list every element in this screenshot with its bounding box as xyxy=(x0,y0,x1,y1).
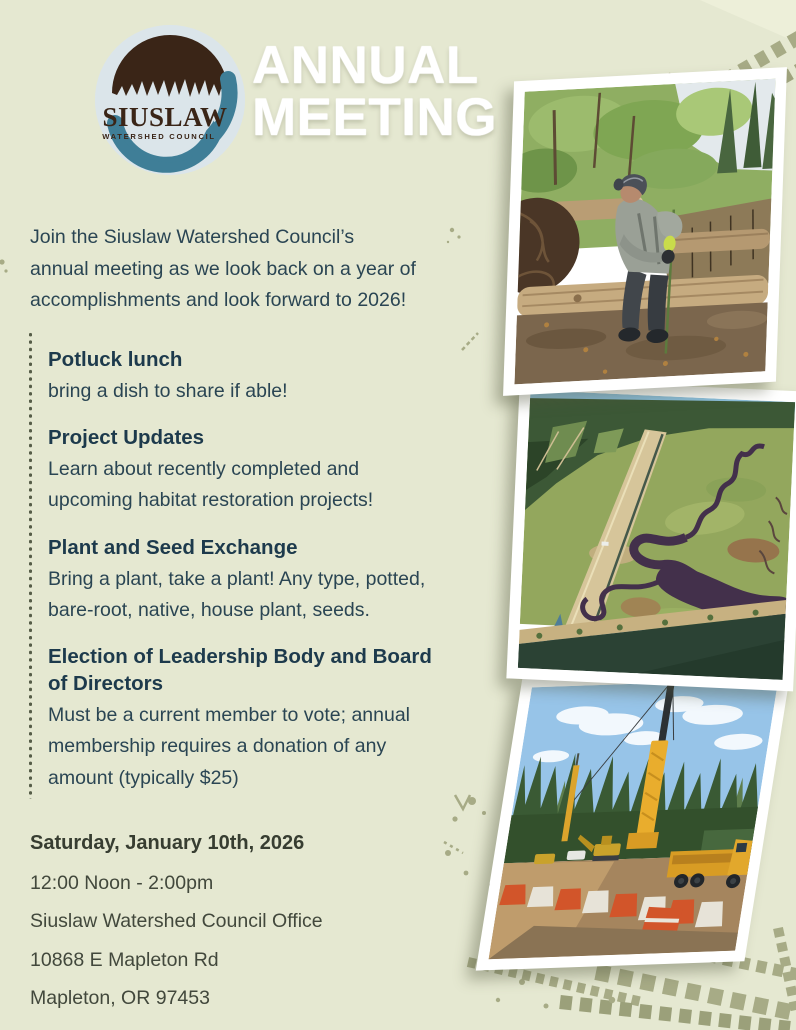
agenda-item-election xyxy=(48,643,498,794)
agenda-heading: Potluck lunch xyxy=(48,348,183,371)
logo-name: SIUSLAW xyxy=(102,102,228,132)
agenda-body: Learn about recently completed and upcoming habitat restoration projects! xyxy=(48,458,374,512)
dotted-divider-line xyxy=(28,331,33,799)
agenda-heading: Election of Leadership Body and Board of Directors xyxy=(48,645,432,696)
agenda-item-potluck xyxy=(48,346,498,407)
event-date: Saturday, January 10th, 2026 xyxy=(30,832,305,854)
logo-subtitle: WATERSHED COUNCIL xyxy=(102,132,216,141)
intro-paragraph: Join the Siuslaw Watershed Council’s annual meeting as we look back on a year of accomplishments and look forward to 2026! xyxy=(30,226,416,312)
agenda-list xyxy=(48,346,498,811)
title-line-meeting: MEETING xyxy=(252,88,497,148)
event-address: 10868 E Mapleton Rd xyxy=(30,948,219,971)
volunteer-planting-seedling-photo xyxy=(503,67,787,396)
event-details xyxy=(30,832,323,1026)
siuslaw-watershed-council-logo xyxy=(95,25,245,175)
agenda-body: Bring a plant, take a plant! Any type, potted, bare-root, native, house plant, seeds. xyxy=(48,567,426,621)
event-city-state-zip: Mapleton, OR 97453 xyxy=(30,987,210,1010)
event-venue: Siuslaw Watershed Council Office xyxy=(30,910,323,933)
agenda-heading: Project Updates xyxy=(48,426,205,450)
agenda-item-plant-seed-exchange xyxy=(48,534,498,626)
agenda-heading: Plant and Seed Exchange xyxy=(48,535,298,559)
agenda-body: Must be a current member to vote; annual membership requires a donation of any amount (typically $25) xyxy=(48,704,411,789)
agenda-item-project-updates xyxy=(48,424,498,516)
page-title xyxy=(252,36,497,148)
agenda-body: bring a dish to share if able! xyxy=(48,380,288,403)
event-time: 12:00 Noon - 2:00pm xyxy=(30,872,214,894)
bridge-construction-crane-photo xyxy=(476,667,792,970)
title-line-annual: ANNUAL xyxy=(252,36,479,95)
aerial-estuary-restoration-photo xyxy=(506,379,796,692)
